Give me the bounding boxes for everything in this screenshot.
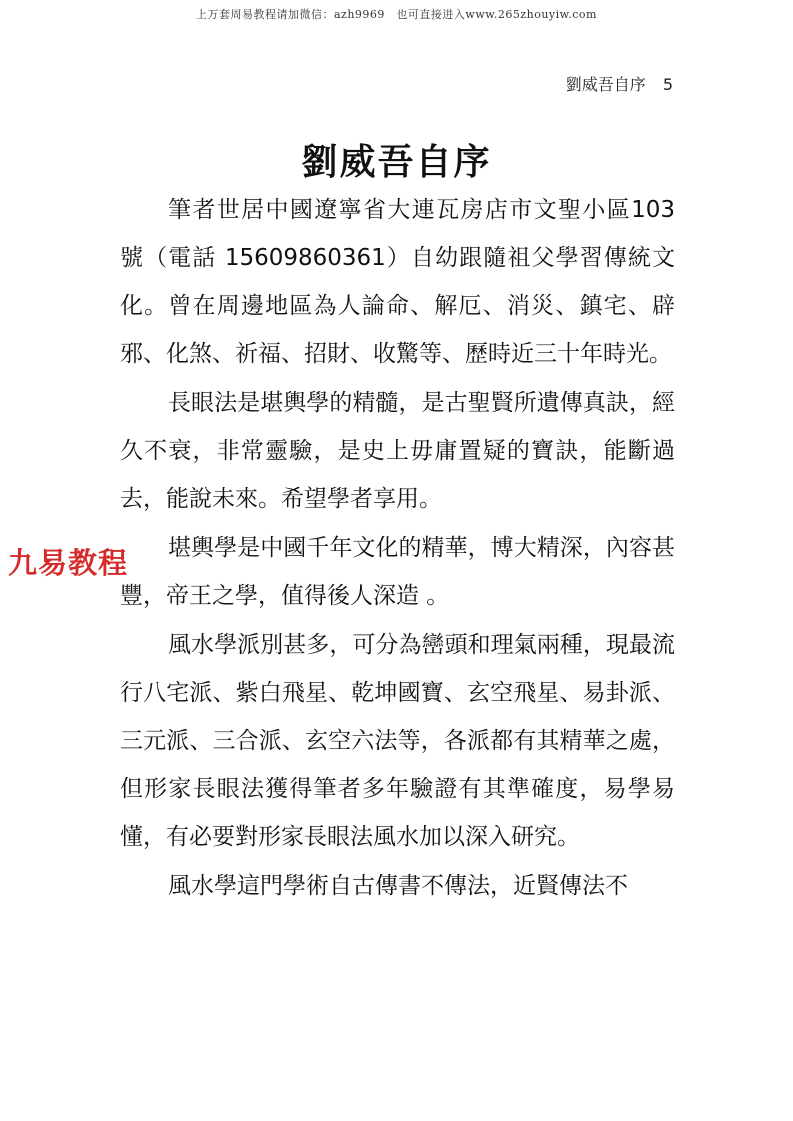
- brand-watermark: 九易教程: [8, 546, 129, 580]
- running-header: [566, 72, 673, 95]
- body-text: [120, 186, 675, 911]
- page-title: 劉威吾自序: [301, 141, 492, 183]
- paragraph-3: 堪輿學是中國千年文化的精華，博大精深，內容甚豐，帝王之學，值得後人深造 。: [120, 535, 675, 609]
- paragraph-1: 筆者世居中國遼寧省大連瓦房店市文聖小區103 號（電話 15609860361）自幼跟隨祖父學習傳統文化。曾在周邊地區為人論命、解厄、消災、鎮宅、辟邪、化煞、祈福、招財、收驚等、歷時近三十年時光。: [120, 197, 675, 367]
- paragraph-4: 風水學派別甚多，可分為巒頭和理氣兩種，現最流行八宅派、紫白飛星、乾坤國寶、玄空飛星、易卦派、三元派、三合派、玄空六法等，各派都有其精華之處，但形家長眼法獲得筆者多年驗證有其準確度，易學易懂，有必要對形家長眼法風水加以深入研究。: [120, 632, 675, 850]
- paragraph-5: 風水學這門學術自古傳書不傳法，近賢傳法不: [168, 873, 628, 899]
- paragraph-2: 長眼法是堪輿學的精髓，是古聖賢所遺傳真訣，經久不衰，非常靈驗，是史上毋庸置疑的寶訣，能斷過去，能說未來。希望學者享用。: [120, 390, 675, 512]
- running-header-title: 劉威吾自序: [565, 75, 646, 94]
- page-number: 5: [662, 75, 673, 94]
- top-watermark-text: 上万套周易教程请加微信：azh9969 也可直接进入www.265zhouyiw.com: [195, 8, 597, 21]
